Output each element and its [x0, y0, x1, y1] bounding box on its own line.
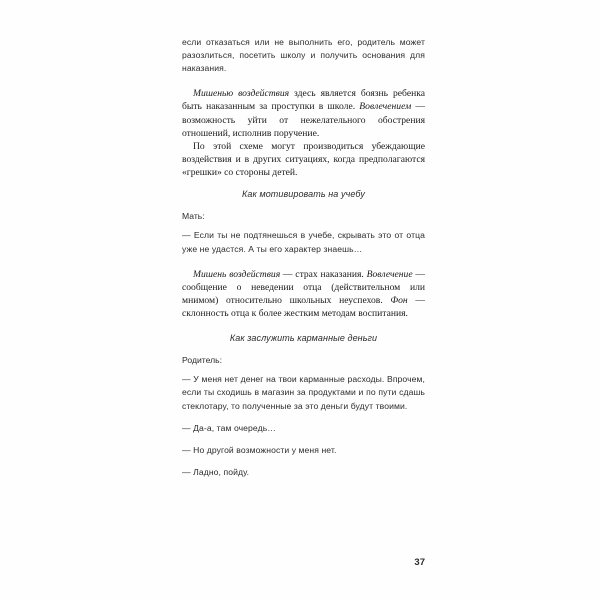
- speaker-label-parent: Родитель:: [182, 355, 222, 366]
- analysis-paragraph-1: [182, 87, 425, 140]
- analysis-2-body: — страх наказания.: [280, 268, 367, 280]
- spacer: [182, 201, 425, 210]
- analysis-2-middle: — сообщение о неведении отца (действительном или мнимом) относительно школьных неуспехов.: [182, 268, 425, 306]
- spacer: [182, 256, 425, 268]
- opening-paragraph: если отказаться или не выполнить его, родитель может разозлиться, посетить школу и получить основания для наказания.: [182, 37, 425, 74]
- spacer: [182, 413, 425, 422]
- analysis-1-body: здесь является боязнь ребенка быть наказанным за проступки в школе.: [182, 88, 425, 113]
- dialogue-line-parent-2: — Но другой возможности у меня нет.: [182, 444, 337, 455]
- analysis-1-tail: — возможность уйти от нежелательного обострения отношений, исполнив поручение.: [182, 101, 425, 139]
- analysis-1-second-term: Вовлечением: [359, 101, 412, 113]
- analysis-2-tail: — склонность отца к более жестким методам воспитания.: [182, 294, 425, 320]
- speaker-label-mother: Мать:: [182, 211, 205, 222]
- spacer: [182, 179, 425, 188]
- analysis-2-lead-term: Мишень воздействия: [193, 268, 281, 280]
- section-heading-motivation: Как мотивировать на учебу: [242, 189, 365, 200]
- spacer: [182, 435, 425, 444]
- dialogue-line-parent: — У меня нет денег на твои карманные расходы. Впрочем, если ты сходишь в магазин за продуктами и по пути сдашь стеклотару, то полученные за это деньги будут твоими.: [182, 374, 425, 411]
- spacer: [182, 457, 425, 466]
- dialogue-line-child-2: — Ладно, пойду.: [182, 466, 250, 477]
- page-text-column: [182, 36, 425, 479]
- page-number: 37: [414, 557, 425, 568]
- analysis-2-third-term: Фон: [390, 294, 408, 306]
- spacer: [182, 345, 425, 354]
- analysis-2-second-term: Вовлечение: [366, 268, 413, 280]
- analysis-paragraph-2: [182, 268, 425, 321]
- section-heading-pocket-money: Как заслужить карманные деньги: [229, 333, 378, 344]
- page-footer: [182, 552, 425, 568]
- spacer: [182, 320, 425, 332]
- analysis-paragraph-1-continued: По этой схеме могут производиться убеждающие воздействия и в других ситуациях, когда предполагаются «грешки» со стороны детей.: [182, 140, 425, 179]
- spacer: [182, 75, 425, 87]
- analysis-1-lead-term: Мишенью воздействия: [193, 88, 290, 100]
- dialogue-line-mother: — Если ты не подтянешься в учебе, скрывать это от отца уже не удастся. А ты его характер знаешь…: [182, 230, 425, 254]
- dialogue-line-child-1: — Да-а, там очередь…: [182, 422, 276, 433]
